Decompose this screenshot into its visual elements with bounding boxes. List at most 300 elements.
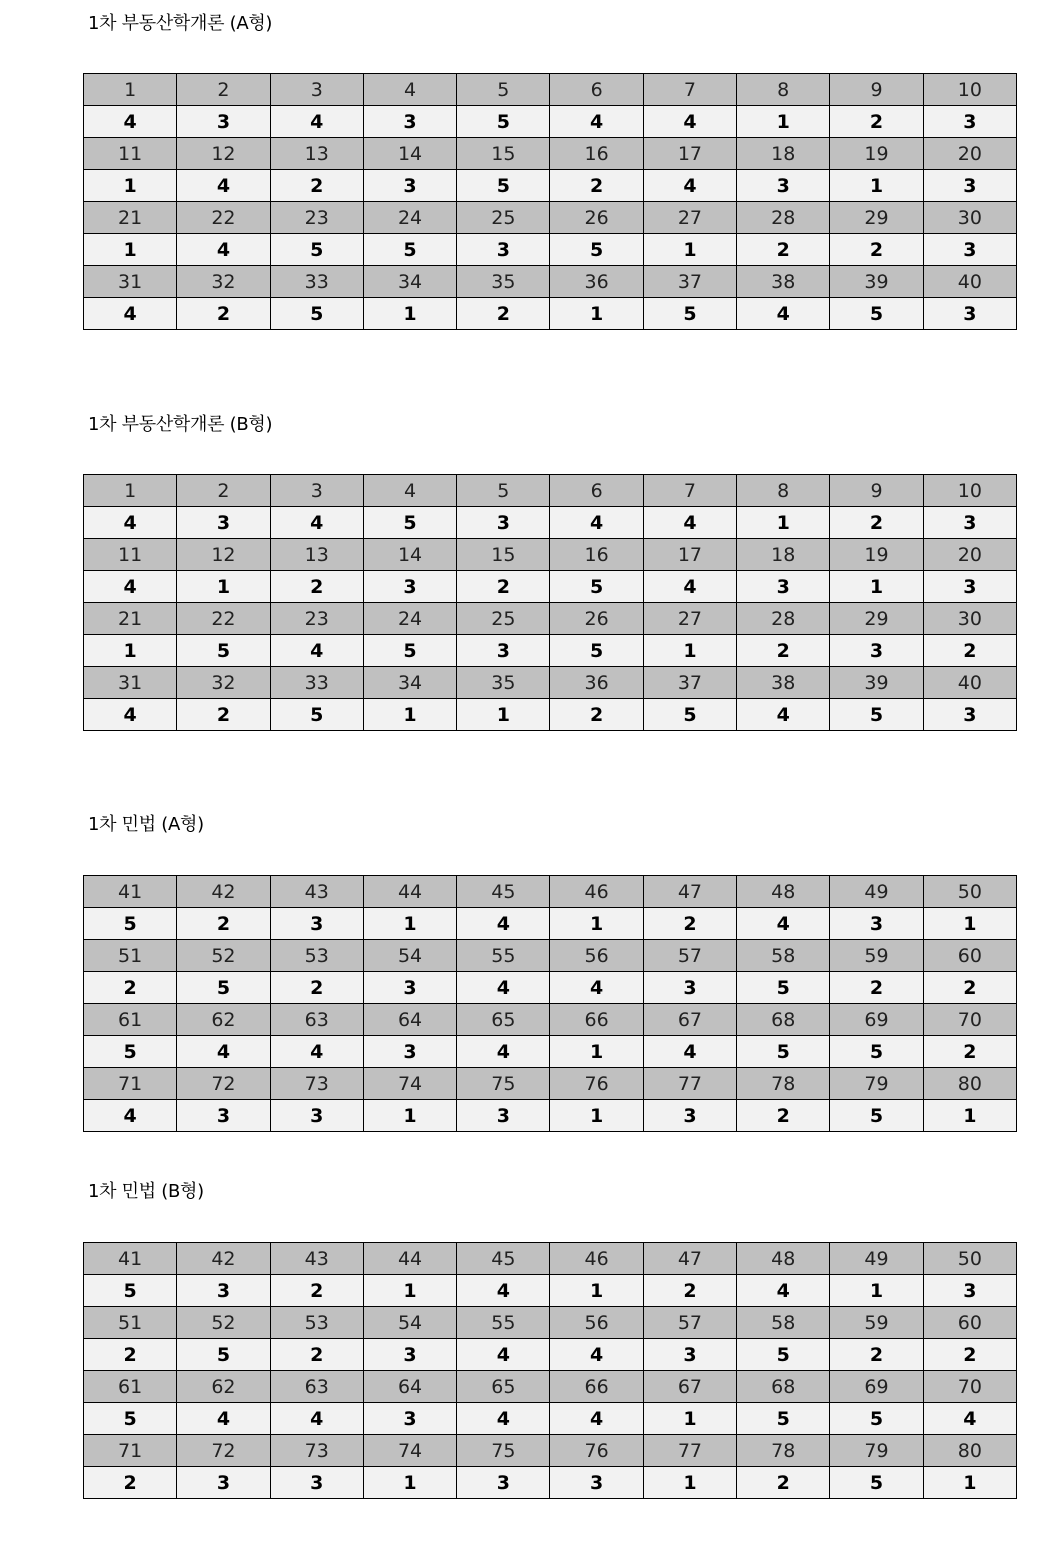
question-number-cell: 16	[550, 138, 643, 170]
question-number-cell: 21	[84, 202, 177, 234]
answer-cell: 4	[270, 106, 363, 138]
question-number-cell: 80	[923, 1435, 1016, 1467]
answer-cell: 2	[550, 170, 643, 202]
answer-row	[84, 507, 1017, 539]
question-number-row	[84, 539, 1017, 571]
answer-cell: 1	[643, 1403, 736, 1435]
question-number-cell: 30	[923, 603, 1016, 635]
question-number-cell: 72	[177, 1068, 270, 1100]
answer-cell: 3	[923, 298, 1016, 330]
question-number-cell: 75	[457, 1435, 550, 1467]
question-number-cell: 16	[550, 539, 643, 571]
question-number-cell: 23	[270, 603, 363, 635]
question-number-cell: 56	[550, 1307, 643, 1339]
question-number-cell: 8	[737, 74, 830, 106]
answer-cell: 2	[923, 1036, 1016, 1068]
question-number-cell: 77	[643, 1435, 736, 1467]
answer-cell: 1	[550, 1100, 643, 1132]
answer-cell: 1	[550, 298, 643, 330]
question-number-cell: 70	[923, 1004, 1016, 1036]
answer-row	[84, 1339, 1017, 1371]
answer-cell: 2	[643, 1275, 736, 1307]
answer-cell: 2	[270, 972, 363, 1004]
question-number-cell: 66	[550, 1004, 643, 1036]
question-number-cell: 47	[643, 1243, 736, 1275]
question-number-cell: 10	[923, 74, 1016, 106]
question-number-row	[84, 202, 1017, 234]
answer-cell: 3	[363, 170, 456, 202]
question-number-cell: 34	[363, 266, 456, 298]
answer-cell: 3	[177, 507, 270, 539]
answer-cell: 5	[363, 507, 456, 539]
answer-cell: 5	[177, 635, 270, 667]
question-number-cell: 76	[550, 1068, 643, 1100]
question-number-cell: 72	[177, 1435, 270, 1467]
answer-row	[84, 1467, 1017, 1499]
answer-table-realestate-b	[83, 474, 1017, 731]
question-number-row	[84, 138, 1017, 170]
question-number-cell: 57	[643, 1307, 736, 1339]
question-number-cell: 19	[830, 539, 923, 571]
answer-cell: 4	[457, 1275, 550, 1307]
answer-cell: 4	[923, 1403, 1016, 1435]
question-number-cell: 40	[923, 667, 1016, 699]
question-number-cell: 38	[737, 667, 830, 699]
answer-cell: 3	[363, 1036, 456, 1068]
question-number-cell: 15	[457, 138, 550, 170]
answer-cell: 3	[643, 972, 736, 1004]
question-number-cell: 71	[84, 1068, 177, 1100]
answer-cell: 1	[643, 234, 736, 266]
answer-cell: 3	[923, 234, 1016, 266]
answer-cell: 3	[923, 507, 1016, 539]
question-number-row	[84, 266, 1017, 298]
answer-cell: 3	[363, 1403, 456, 1435]
question-number-cell: 9	[830, 74, 923, 106]
question-number-cell: 61	[84, 1004, 177, 1036]
question-number-cell: 28	[737, 202, 830, 234]
answer-cell: 3	[830, 635, 923, 667]
answer-cell: 5	[84, 1036, 177, 1068]
answer-cell: 5	[737, 1403, 830, 1435]
answer-cell: 1	[737, 106, 830, 138]
answer-cell: 3	[923, 1275, 1016, 1307]
question-number-cell: 46	[550, 876, 643, 908]
question-number-cell: 50	[923, 1243, 1016, 1275]
question-number-cell: 57	[643, 940, 736, 972]
answer-cell: 2	[737, 1467, 830, 1499]
answer-cell: 5	[270, 234, 363, 266]
answer-cell: 3	[457, 1100, 550, 1132]
question-number-cell: 37	[643, 266, 736, 298]
answer-cell: 4	[550, 972, 643, 1004]
question-number-cell: 5	[457, 74, 550, 106]
answer-cell: 4	[84, 1100, 177, 1132]
question-number-cell: 48	[737, 1243, 830, 1275]
question-number-cell: 43	[270, 1243, 363, 1275]
question-number-cell: 24	[363, 202, 456, 234]
answer-cell: 4	[550, 507, 643, 539]
question-number-cell: 13	[270, 138, 363, 170]
question-number-cell: 55	[457, 940, 550, 972]
question-number-cell: 41	[84, 876, 177, 908]
question-number-cell: 11	[84, 138, 177, 170]
answer-cell: 4	[737, 1275, 830, 1307]
answer-cell: 1	[363, 1100, 456, 1132]
answer-cell: 1	[84, 234, 177, 266]
question-number-cell: 39	[830, 266, 923, 298]
answer-cell: 1	[84, 170, 177, 202]
question-number-cell: 59	[830, 1307, 923, 1339]
question-number-cell: 53	[270, 940, 363, 972]
answer-cell: 2	[737, 234, 830, 266]
question-number-cell: 34	[363, 667, 456, 699]
answer-cell: 4	[270, 635, 363, 667]
answer-cell: 4	[457, 908, 550, 940]
question-number-cell: 7	[643, 475, 736, 507]
question-number-cell: 51	[84, 1307, 177, 1339]
question-number-cell: 11	[84, 539, 177, 571]
question-number-cell: 65	[457, 1004, 550, 1036]
question-number-cell: 78	[737, 1435, 830, 1467]
question-number-cell: 49	[830, 876, 923, 908]
question-number-cell: 78	[737, 1068, 830, 1100]
answer-cell: 4	[550, 1339, 643, 1371]
question-number-cell: 26	[550, 603, 643, 635]
answer-cell: 1	[177, 571, 270, 603]
question-number-cell: 70	[923, 1371, 1016, 1403]
answer-cell: 4	[84, 699, 177, 731]
question-number-cell: 14	[363, 138, 456, 170]
question-number-cell: 48	[737, 876, 830, 908]
question-number-cell: 27	[643, 603, 736, 635]
answer-cell: 3	[923, 106, 1016, 138]
answer-cell: 2	[270, 571, 363, 603]
question-number-cell: 73	[270, 1068, 363, 1100]
question-number-row	[84, 603, 1017, 635]
answer-cell: 3	[177, 1467, 270, 1499]
question-number-row	[84, 876, 1017, 908]
question-number-cell: 60	[923, 1307, 1016, 1339]
answer-cell: 3	[177, 106, 270, 138]
answer-cell: 2	[457, 571, 550, 603]
question-number-cell: 52	[177, 1307, 270, 1339]
answer-row	[84, 571, 1017, 603]
answer-cell: 3	[643, 1100, 736, 1132]
question-number-cell: 77	[643, 1068, 736, 1100]
answer-cell: 4	[270, 1036, 363, 1068]
answer-cell: 5	[363, 635, 456, 667]
answer-cell: 1	[830, 170, 923, 202]
question-number-cell: 35	[457, 266, 550, 298]
answer-cell: 1	[363, 1275, 456, 1307]
question-number-cell: 65	[457, 1371, 550, 1403]
answer-row	[84, 699, 1017, 731]
answer-cell: 5	[830, 1100, 923, 1132]
question-number-cell: 46	[550, 1243, 643, 1275]
question-number-cell: 9	[830, 475, 923, 507]
section-title-realestate-b: 1차 부동산학개론 (B형)	[88, 414, 273, 435]
question-number-row	[84, 667, 1017, 699]
answer-cell: 3	[830, 908, 923, 940]
answer-cell: 2	[84, 972, 177, 1004]
question-number-cell: 26	[550, 202, 643, 234]
answer-cell: 3	[270, 1467, 363, 1499]
answer-cell: 3	[177, 1275, 270, 1307]
answer-cell: 1	[643, 1467, 736, 1499]
question-number-cell: 22	[177, 202, 270, 234]
answer-cell: 3	[457, 234, 550, 266]
answer-cell: 4	[737, 908, 830, 940]
question-number-cell: 43	[270, 876, 363, 908]
question-number-cell: 3	[270, 475, 363, 507]
question-number-cell: 73	[270, 1435, 363, 1467]
question-number-row	[84, 1435, 1017, 1467]
answer-cell: 3	[270, 1100, 363, 1132]
question-number-cell: 10	[923, 475, 1016, 507]
question-number-cell: 24	[363, 603, 456, 635]
question-number-cell: 64	[363, 1004, 456, 1036]
answer-cell: 2	[830, 972, 923, 1004]
question-number-cell: 28	[737, 603, 830, 635]
answer-cell: 3	[363, 1339, 456, 1371]
answer-cell: 4	[270, 507, 363, 539]
question-number-cell: 12	[177, 539, 270, 571]
question-number-cell: 27	[643, 202, 736, 234]
answer-cell: 4	[457, 1036, 550, 1068]
question-number-cell: 41	[84, 1243, 177, 1275]
question-number-cell: 80	[923, 1068, 1016, 1100]
question-number-cell: 6	[550, 475, 643, 507]
question-number-cell: 18	[737, 539, 830, 571]
answer-cell: 4	[457, 1339, 550, 1371]
answer-cell: 4	[84, 571, 177, 603]
answer-cell: 1	[923, 908, 1016, 940]
question-number-cell: 79	[830, 1435, 923, 1467]
answer-cell: 1	[84, 635, 177, 667]
answer-cell: 2	[923, 1339, 1016, 1371]
question-number-row	[84, 940, 1017, 972]
answer-cell: 5	[363, 234, 456, 266]
question-number-cell: 17	[643, 539, 736, 571]
answer-cell: 5	[830, 1036, 923, 1068]
question-number-cell: 67	[643, 1371, 736, 1403]
answer-cell: 2	[177, 908, 270, 940]
question-number-cell: 63	[270, 1371, 363, 1403]
question-number-cell: 52	[177, 940, 270, 972]
answer-row	[84, 635, 1017, 667]
answer-cell: 5	[457, 106, 550, 138]
question-number-cell: 59	[830, 940, 923, 972]
answer-cell: 1	[363, 298, 456, 330]
answer-cell: 1	[643, 635, 736, 667]
answer-cell: 5	[830, 298, 923, 330]
question-number-cell: 47	[643, 876, 736, 908]
question-number-cell: 20	[923, 138, 1016, 170]
answer-cell: 5	[457, 170, 550, 202]
answer-cell: 4	[737, 699, 830, 731]
answer-cell: 1	[550, 908, 643, 940]
question-number-cell: 51	[84, 940, 177, 972]
answer-cell: 3	[550, 1467, 643, 1499]
answer-cell: 4	[84, 507, 177, 539]
question-number-cell: 1	[84, 74, 177, 106]
question-number-cell: 2	[177, 74, 270, 106]
question-number-cell: 18	[737, 138, 830, 170]
question-number-cell: 44	[363, 876, 456, 908]
answer-cell: 4	[643, 507, 736, 539]
answer-cell: 4	[177, 1036, 270, 1068]
answer-cell: 4	[643, 170, 736, 202]
answer-cell: 1	[550, 1036, 643, 1068]
answer-cell: 4	[84, 106, 177, 138]
answer-cell: 5	[84, 1275, 177, 1307]
question-number-cell: 53	[270, 1307, 363, 1339]
answer-cell: 2	[830, 234, 923, 266]
question-number-cell: 68	[737, 1004, 830, 1036]
answer-cell: 5	[830, 1403, 923, 1435]
answer-cell: 3	[363, 972, 456, 1004]
question-number-cell: 17	[643, 138, 736, 170]
answer-cell: 2	[84, 1339, 177, 1371]
question-number-cell: 56	[550, 940, 643, 972]
question-number-cell: 37	[643, 667, 736, 699]
answer-cell: 2	[923, 635, 1016, 667]
answer-cell: 5	[84, 908, 177, 940]
answer-cell: 4	[457, 972, 550, 1004]
answer-cell: 3	[737, 170, 830, 202]
answer-cell: 1	[363, 699, 456, 731]
answer-row	[84, 1275, 1017, 1307]
question-number-cell: 29	[830, 603, 923, 635]
question-number-cell: 13	[270, 539, 363, 571]
question-number-cell: 22	[177, 603, 270, 635]
question-number-cell: 67	[643, 1004, 736, 1036]
answer-cell: 1	[363, 908, 456, 940]
question-number-cell: 63	[270, 1004, 363, 1036]
question-number-cell: 54	[363, 940, 456, 972]
question-number-cell: 12	[177, 138, 270, 170]
answer-cell: 2	[457, 298, 550, 330]
question-number-cell: 8	[737, 475, 830, 507]
question-number-cell: 7	[643, 74, 736, 106]
question-number-row	[84, 1371, 1017, 1403]
answer-row	[84, 1403, 1017, 1435]
question-number-cell: 30	[923, 202, 1016, 234]
answer-cell: 1	[550, 1275, 643, 1307]
question-number-cell: 40	[923, 266, 1016, 298]
question-number-cell: 64	[363, 1371, 456, 1403]
question-number-cell: 42	[177, 876, 270, 908]
answer-cell: 3	[363, 106, 456, 138]
question-number-cell: 66	[550, 1371, 643, 1403]
answer-cell: 1	[830, 1275, 923, 1307]
question-number-cell: 2	[177, 475, 270, 507]
answer-cell: 2	[830, 507, 923, 539]
answer-cell: 5	[550, 234, 643, 266]
answer-row	[84, 1036, 1017, 1068]
question-number-cell: 58	[737, 1307, 830, 1339]
question-number-cell: 25	[457, 202, 550, 234]
answer-cell: 3	[923, 699, 1016, 731]
answer-cell: 2	[177, 298, 270, 330]
answer-cell: 5	[177, 972, 270, 1004]
question-number-cell: 32	[177, 667, 270, 699]
question-number-cell: 55	[457, 1307, 550, 1339]
answer-cell: 2	[737, 635, 830, 667]
answer-cell: 5	[643, 699, 736, 731]
answer-cell: 2	[830, 106, 923, 138]
answer-cell: 2	[830, 1339, 923, 1371]
answer-cell: 2	[270, 1339, 363, 1371]
question-number-cell: 4	[363, 475, 456, 507]
answer-cell: 3	[457, 507, 550, 539]
answer-cell: 4	[177, 1403, 270, 1435]
question-number-cell: 5	[457, 475, 550, 507]
question-number-row	[84, 74, 1017, 106]
answer-cell: 5	[830, 1467, 923, 1499]
answer-cell: 2	[643, 908, 736, 940]
question-number-cell: 45	[457, 876, 550, 908]
answer-cell: 4	[177, 234, 270, 266]
question-number-cell: 50	[923, 876, 1016, 908]
answer-table-civil-law-b	[83, 1242, 1017, 1499]
answer-cell: 5	[270, 699, 363, 731]
section-title-realestate-a: 1차 부동산학개론 (A형)	[88, 13, 273, 34]
answer-cell: 2	[270, 170, 363, 202]
question-number-cell: 71	[84, 1435, 177, 1467]
answer-cell: 1	[830, 571, 923, 603]
question-number-cell: 61	[84, 1371, 177, 1403]
answer-row	[84, 106, 1017, 138]
answer-cell: 4	[643, 1036, 736, 1068]
question-number-cell: 60	[923, 940, 1016, 972]
answer-cell: 5	[737, 1036, 830, 1068]
answer-cell: 2	[84, 1467, 177, 1499]
question-number-cell: 76	[550, 1435, 643, 1467]
answer-cell: 3	[177, 1100, 270, 1132]
question-number-cell: 62	[177, 1371, 270, 1403]
question-number-cell: 62	[177, 1004, 270, 1036]
answer-cell: 5	[737, 972, 830, 1004]
question-number-cell: 1	[84, 475, 177, 507]
question-number-cell: 35	[457, 667, 550, 699]
answer-cell: 3	[923, 170, 1016, 202]
answer-cell: 1	[923, 1467, 1016, 1499]
answer-cell: 3	[923, 571, 1016, 603]
answer-cell: 5	[270, 298, 363, 330]
answer-cell: 3	[643, 1339, 736, 1371]
answer-cell: 5	[550, 635, 643, 667]
question-number-row	[84, 1243, 1017, 1275]
answer-cell: 4	[643, 106, 736, 138]
answer-cell: 4	[457, 1403, 550, 1435]
question-number-row	[84, 1068, 1017, 1100]
section-title-civil-law-b: 1차 민법 (B형)	[88, 1181, 204, 1202]
question-number-cell: 6	[550, 74, 643, 106]
answer-cell: 4	[177, 170, 270, 202]
answer-row	[84, 234, 1017, 266]
question-number-cell: 74	[363, 1435, 456, 1467]
answer-table-civil-law-a	[83, 875, 1017, 1132]
answer-cell: 4	[84, 298, 177, 330]
answer-cell: 1	[457, 699, 550, 731]
answer-cell: 4	[550, 106, 643, 138]
question-number-cell: 3	[270, 74, 363, 106]
question-number-cell: 69	[830, 1004, 923, 1036]
answer-cell: 2	[737, 1100, 830, 1132]
answer-cell: 3	[457, 635, 550, 667]
